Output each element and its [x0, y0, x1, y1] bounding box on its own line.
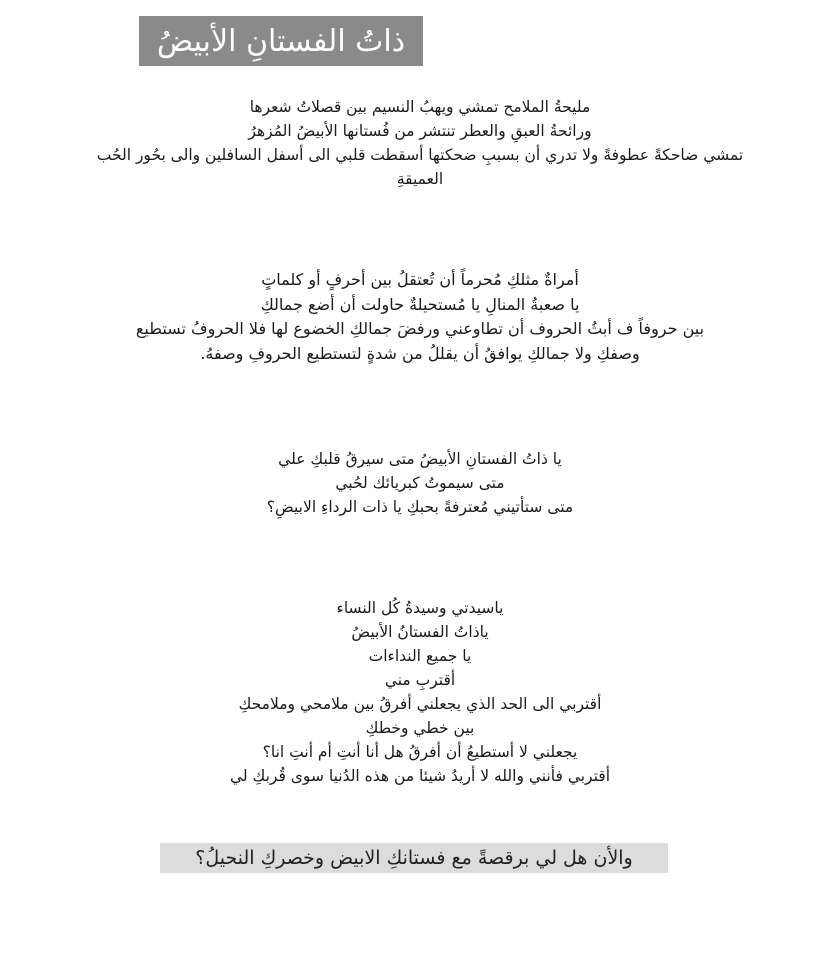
- poem-line: يجعلني لا أستطيعُ أن أفرقُ هل أنا أنتِ أم أنتِ انا؟: [262, 743, 578, 761]
- poem-line: يا جميع النداءات: [368, 647, 472, 665]
- poem-line: يا صعبةُ المنالِ يا مُستحيلةٌ حاولت أن أضع جمالكِ: [260, 294, 580, 314]
- stanza-1: [90, 95, 750, 191]
- poem-line: ورائحةُ العبقِ والعطر تنتشر من فُستانها الأبيضُ المُزهرُ: [248, 122, 592, 140]
- stanza-4: [90, 596, 750, 788]
- poem-line: أمراةٌ مثلكِ مُحرماً أن تُعتقلُ بين أحرفٍ أو كلماتٍ: [261, 270, 579, 289]
- poem-line: متى ستأتيني مُعترفةً بحبكِ يا ذات الرداءِ الابيضِ؟: [266, 498, 574, 516]
- poem-line: ياسيدتي وسيدةُ كُل النساء: [336, 599, 504, 617]
- poem-line: تمشي ضاحكةً عطوفةً ولا تدري أن بسببِ ضحكتها أسقطت قلبي الى أسفل السافلين والى بحُور الحُب العميقةِ: [96, 146, 744, 188]
- stanza-3: [90, 447, 750, 519]
- poem-line: بين حروفاً ف أبثُ الحروف أن تطاوعني ورفضَ جمالكِ الخضوع لها فلا الحروفُ تستطيع: [135, 319, 705, 338]
- poem-line: مليحةُ الملامح تمشي ويهبُ النسيم بين قصلاتُ شعرها: [249, 98, 591, 116]
- poem-title: ذاتُ الفستانِ الأبيضُ: [156, 23, 406, 59]
- poem-line: ياذاتُ الفستانُ الأبيضُ: [351, 623, 489, 641]
- poem-line: أقتربي الى الحد الذي يجعلني أفرقُ بين ملامحي وملامحكِ: [238, 695, 602, 713]
- closing-highlight: [160, 843, 668, 873]
- stanza-2: [90, 268, 750, 366]
- closing-line: والأن هل لي برقصةً مع فستانكِ الابيض وخصركِ النحيلُ؟: [195, 847, 633, 869]
- poem-line: يا ذاتُ الفستانِ الأبيضُ متى سيرقُ قلبكِ علي: [278, 450, 562, 468]
- poem-line: أقتربي فأنني والله لا أريدُ شيئا من هذه الدُنيا سوى قُربكِ لي: [229, 767, 611, 785]
- title-banner: [139, 16, 423, 66]
- poem-line: أقتربِ مني: [384, 671, 456, 689]
- poem-line: متى سيموتُ كبريائك لحُبي: [335, 474, 505, 492]
- poem-line: بين خطي وخطكِ: [365, 719, 475, 737]
- poem-line: وصفكِ ولا جمالكِ يوافقُ أن يقللُ من شدةٍ لتستطيع الحروفِ وصفهُ.: [200, 343, 640, 363]
